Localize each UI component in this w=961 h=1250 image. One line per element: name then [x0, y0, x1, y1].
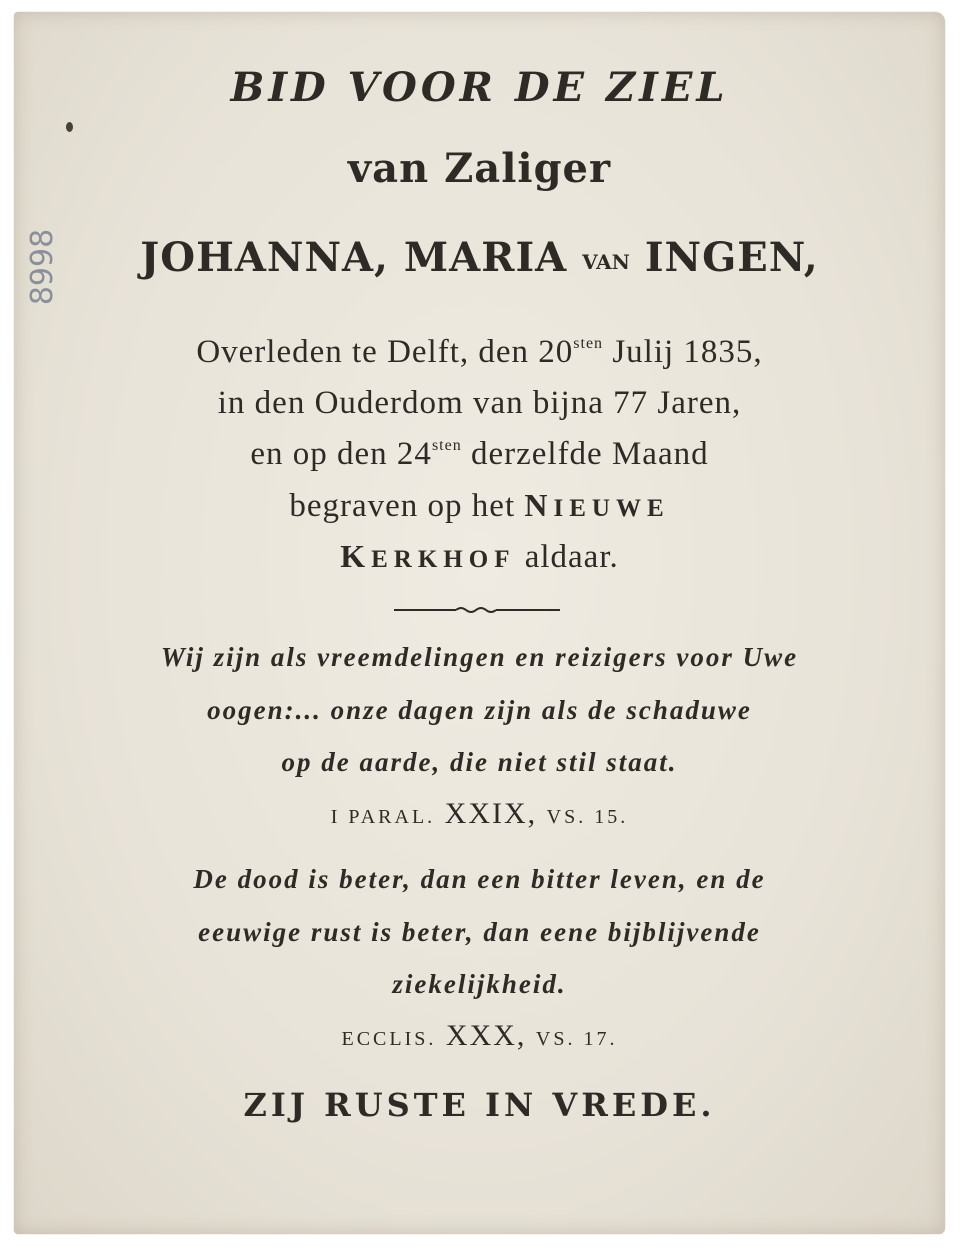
death-line-sup: sten [573, 335, 604, 352]
ref1-book: I PARAL. [330, 806, 436, 828]
cemetery-line [14, 538, 945, 576]
verse2-line2: eeuwige rust is beter, dan eene bijblijvende [198, 917, 761, 947]
card-heading: BID VOOR DE ZIEL [230, 64, 729, 111]
ref2-verse: VS. 17. [535, 1028, 618, 1050]
card-subheading: van Zaliger [347, 145, 612, 192]
death-line-text: Overleden te Delft, den 20 [196, 334, 574, 370]
burial-date-sup: sten [431, 437, 462, 454]
age-line: in den Ouderdom van bijna 77 Jaren, [217, 385, 742, 421]
verse1-line1: Wij zijn als vreemdelingen en reizigers voor Uwe [160, 642, 799, 672]
burial-place-cap: N [524, 487, 554, 523]
ref2-book: ECCLIS. [341, 1028, 437, 1050]
verse1-line3: op de aarde, die niet stil staat. [281, 747, 678, 777]
ref1-verse: VS. 15. [546, 806, 629, 828]
cemetery-suffix: aldaar. [515, 539, 619, 575]
ref1-chapter: XXIX, [435, 797, 547, 830]
name-last: INGEN, [629, 234, 819, 281]
closing-line: ZIJ RUSTE IN VREDE. [243, 1086, 716, 1124]
burial-place-text: begraven op het [289, 488, 525, 524]
name-first: JOHANNA, MARIA [140, 234, 583, 281]
burial-date-line [14, 436, 945, 473]
ink-speck [66, 122, 73, 132]
cemetery-sc: ERKHOF [371, 546, 516, 573]
verse2-reference [14, 1019, 945, 1053]
death-line [14, 334, 945, 371]
cemetery-name [340, 538, 516, 574]
verse1-line2: oogen:... onze dagen zijn als de schaduwe [207, 695, 752, 725]
ref2-chapter: XXX, [436, 1019, 536, 1052]
cemetery-cap: K [340, 538, 372, 574]
burial-place-line [14, 487, 945, 525]
pencil-annotation-text: 8998 [25, 228, 60, 306]
verse2-line1: De dood is beter, dan een bitter leven, en de [193, 864, 766, 894]
death-line-date: Julij 1835, [603, 334, 763, 370]
burial-place-sc: IEUWE [553, 495, 670, 522]
prayer-card [14, 12, 945, 1234]
name-van: VAN [582, 250, 630, 274]
burial-date-text: en op den 24 [250, 436, 432, 472]
ornamental-divider [394, 606, 560, 614]
burial-place-name [524, 487, 670, 523]
burial-date-month: derzelfde Maand [461, 436, 709, 472]
verse1-reference [14, 797, 945, 831]
verse2-line3: ziekelijkheid. [392, 969, 567, 999]
deceased-name [14, 234, 945, 281]
